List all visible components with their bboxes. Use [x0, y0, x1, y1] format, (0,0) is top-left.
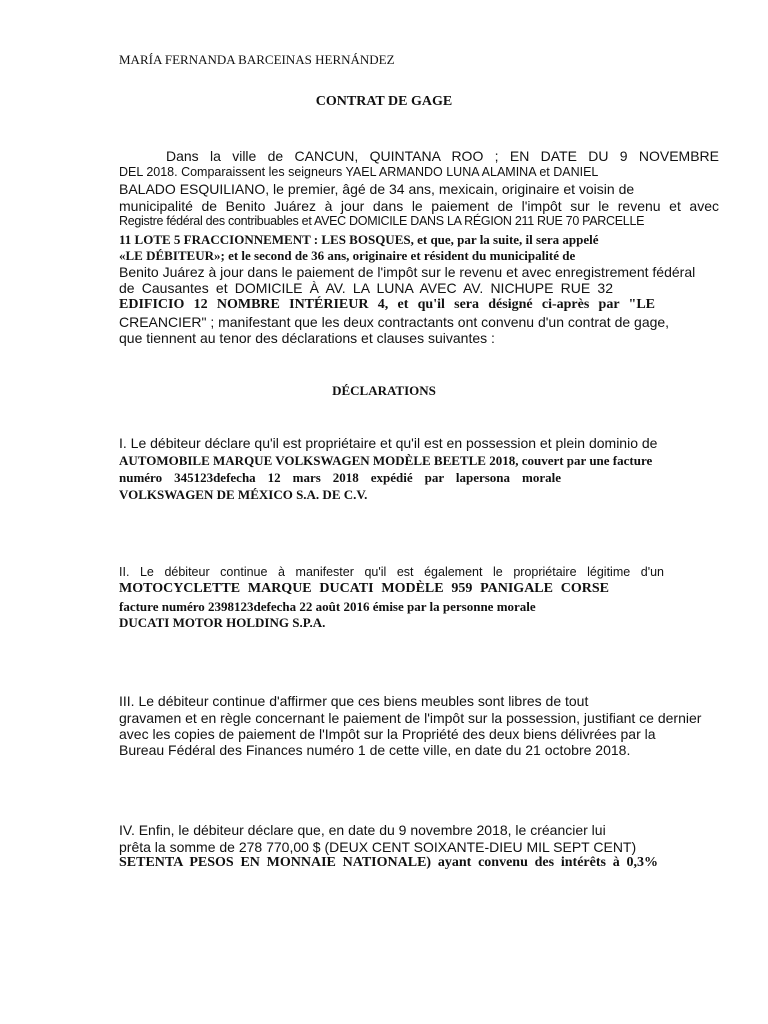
intro-line: 11 LOTE 5 FRACCIONNEMENT : LES BOSQUES, et que, par la suite, il sera appelé — [119, 232, 599, 247]
intro-line: Benito Juárez à jour dans le paiement de l'impôt sur le revenu et avec enregistrement fédéral — [119, 264, 696, 280]
declaration-line: III. Le débiteur continue d'affirmer que ces biens meubles sont libres de tout — [119, 693, 589, 709]
declaration-line: Bureau Fédéral des Finances numéro 1 de cette ville, en date du 21 octobre 2018. — [119, 742, 631, 758]
intro-line: DEL 2018. Comparaissent les seigneurs YAEL ARMANDO LUNA ALAMINA et DANIEL — [119, 165, 599, 179]
declaration-line: prêta la somme de 278 770,00 $ (DEUX CENT SOIXANTE-DIEU MIL SEPT CENT) — [119, 839, 637, 855]
declaration-line: AUTOMOBILE MARQUE VOLKSWAGEN MODÈLE BEETLE 2018, couvert par une facture — [119, 453, 653, 468]
declaration-line: II. Le débiteur continue à manifester qu'il est également le propriétaire légitime d'un — [119, 565, 664, 579]
author-name: MARÍA FERNANDA BARCEINAS HERNÁNDEZ — [119, 52, 395, 67]
document-title: CONTRAT DE GAGE — [315, 94, 453, 109]
declaration-line: numéro 345123defecha 12 mars 2018 expédié par lapersona morale — [119, 470, 561, 485]
declaration-line: VOLKSWAGEN DE MÉXICO S.A. DE C.V. — [119, 487, 368, 502]
declaration-line: facture numéro 2398123defecha 22 août 2016 émise par la personne morale — [119, 599, 536, 614]
declaration-line: SETENTA PESOS EN MONNAIE NATIONALE) ayant convenu des intérêts à 0,3% — [119, 855, 658, 870]
intro-line: EDIFICIO 12 NOMBRE INTÉRIEUR 4, et qu'il sera désigné ci-après par "LE — [119, 297, 655, 312]
intro-line: Registre fédéral des contribuables et AVEC DOMICILE DANS LA RÉGION 211 RUE 70 PARCELLE — [119, 214, 645, 228]
declarations-heading: DÉCLARATIONS — [332, 383, 436, 398]
declaration-line: MOTOCYCLETTE MARQUE DUCATI MODÈLE 959 PANIGALE CORSE — [119, 581, 609, 596]
intro-line: «LE DÉBITEUR»; et le second de 36 ans, originaire et résident du municipalité de — [119, 248, 576, 263]
intro-line: CREANCIER" ; manifestant que les deux contractants ont convenu d'un contrat de gage, — [119, 314, 670, 330]
declaration-line: I. Le débiteur déclare qu'il est propriétaire et qu'il est en possession et plein dominio de — [119, 435, 658, 451]
intro-line: Dans la ville de CANCUN, QUINTANA ROO ; EN DATE DU 9 NOVEMBRE — [166, 148, 719, 164]
declaration-line: DUCATI MOTOR HOLDING S.P.A. — [119, 615, 326, 630]
intro-line: de Causantes et DOMICILE À AV. LA LUNA AVEC AV. NICHUPE RUE 32 — [119, 280, 613, 296]
declaration-line: avec les copies de paiement de l'Impôt sur la Propriété des deux biens délivrées par la — [119, 726, 656, 742]
intro-line: que tiennent au tenor des déclarations et clauses suivantes : — [119, 330, 495, 346]
intro-line: municipalité de Benito Juárez à jour dans le paiement de l'impôt sur le revenu et avec — [119, 198, 719, 214]
intro-line: BALADO ESQUILIANO, le premier, âgé de 34 ans, mexicain, originaire et voisin de — [119, 181, 635, 197]
declaration-line: gravamen et en règle concernant le paiement de l'impôt sur la possession, justifiant ce dernier — [119, 710, 702, 726]
declaration-line: IV. Enfin, le débiteur déclare que, en date du 9 novembre 2018, le créancier lui — [119, 822, 606, 838]
